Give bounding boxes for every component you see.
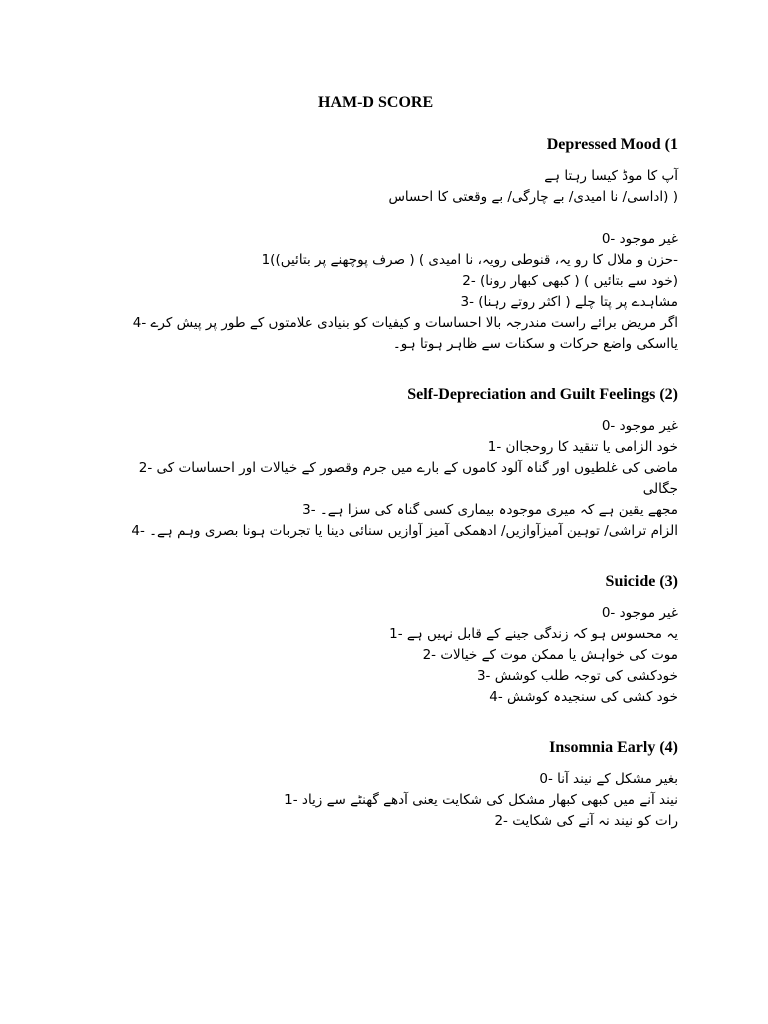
document-title: HAM-D SCORE: [318, 94, 434, 111]
score-option: اگر مریض برائے راست مندرجہ بالا احساسات و کیفیات کو بنیادی علامتوں کے طور پر پیش کرے -4: [132, 315, 678, 331]
section-heading: Insomnia Early (4): [549, 739, 678, 756]
score-option: یااسکی واضع حرکات و سکنات سے ظاہر ہوتا ہو۔: [392, 336, 678, 352]
score-option: (خود سے بتائیں ) ( کبھی کبھار رونا) -2: [462, 273, 678, 289]
question-line: ( (اداسی/ نا امیدی/ بے چارگی/ بے وقعتی کا احساس: [388, 189, 678, 205]
score-option: غیر موجود -0: [601, 231, 678, 247]
score-option: غیر موجود -0: [601, 605, 678, 621]
score-option: -حزن و ملال کا رو یہ، قنوطی رویہ، نا امیدی ) ( صرف پوچھنے پر بتائیں))1: [261, 252, 678, 268]
score-option: موت کی خواہش یا ممکن موت کے خیالات -2: [422, 647, 678, 663]
section-insomnia-early: [78, 739, 678, 832]
score-option: غیر موجود -0: [601, 418, 678, 434]
section-heading: Self-Depreciation and Guilt Feelings (2): [407, 386, 678, 403]
score-option: بغیر مشکل کے نیند آنا -0: [539, 771, 678, 787]
question-line: آپ کا موڈ کیسا رہتا ہے: [544, 168, 678, 184]
score-option: الزام تراشی/ توہین آمیزآوازیں/ ادھمکی آمیز آوازیں سنائی دینا یا تجربات ہونا بصری وہم ہے۔ -4: [131, 523, 678, 539]
score-option: مجھے یقین ہے کہ میری موجودہ بیماری کسی گناہ کی سزا ہے۔ -3: [302, 502, 678, 518]
section-heading: Suicide (3): [605, 573, 678, 590]
score-option: جگالی: [642, 481, 678, 497]
section-heading: Depressed Mood (1: [546, 136, 678, 153]
score-option: نیند آنے میں کبھی کبھار مشکل کی شکایت یعنی آدھے گھنٹے سے زیاد -1: [284, 792, 678, 808]
section-suicide: [78, 573, 678, 708]
score-option: خود الزامی یا تنقید کا روحجاان -1: [487, 439, 678, 455]
score-option: ماضی کی غلطیوں اور گناہ آلود کاموں کے بارے میں جرم وقصور کے خیالات اور احساسات کی -2: [138, 460, 678, 476]
score-option: خودکشی کی توجہ طلب کوشش -3: [476, 668, 678, 684]
section-depressed-mood: [78, 136, 678, 355]
score-option: رات کو نیند نہ آنے کی شکایت -2: [494, 813, 678, 829]
score-option: یہ محسوس ہو کہ زندگی جینے کے قابل نہیں ہے -1: [389, 626, 678, 642]
score-option: مشاہدے پر پتا چلے ( اکثر روتے رہنا) -3: [460, 294, 678, 310]
score-option: خود کشی کی سنجیدہ کوشش -4: [489, 689, 678, 705]
section-guilt-feelings: [78, 386, 678, 542]
